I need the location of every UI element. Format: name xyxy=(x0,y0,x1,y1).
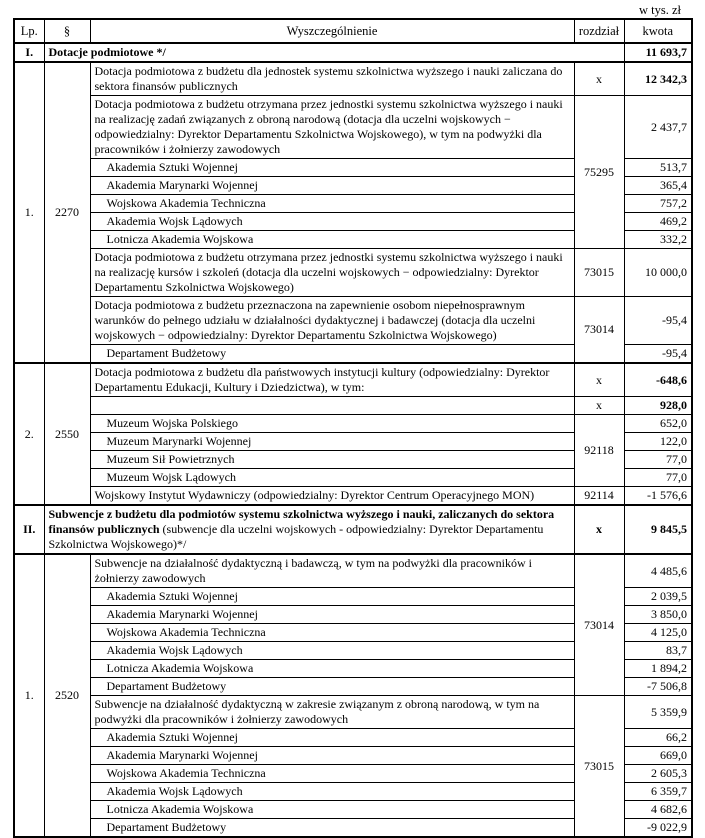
amount-cell: 77,0 xyxy=(624,451,692,469)
description-cell: Departament Budżetowy xyxy=(90,678,574,696)
table-row xyxy=(14,554,692,588)
table-row xyxy=(14,249,692,297)
description-cell: Dotacja podmiotowa z budżetu przeznaczona na zapewnienie osobom niepełnosprawnym warunków do pełnego udziału w działalności dydaktycznej i badawczej (dotacja dla uczelni wojskowych − odpowiedzialny: Dyrektor Departamentu Szkolnictwa Wojskowego) xyxy=(90,297,574,345)
description-cell: Departament Budżetowy xyxy=(90,345,574,364)
section-label-rest: (subwencje dla uczelni wojskowych - odpowiedzialny: Dyrektor Departamentu Szkolnictwa Wojskowego)*/ xyxy=(48,522,544,551)
description-cell: Departament Budżetowy xyxy=(90,819,574,838)
description-cell: Muzeum Wojsk Lądowych xyxy=(90,469,574,487)
table-row xyxy=(14,363,692,397)
description-cell: Subwencje na działalność dydaktyczną w zakresie związanym z obroną narodową, w tym na podwyżki dla pracowników i żołnierzy zawodowych xyxy=(90,696,574,729)
description-cell: Akademia Marynarki Wojennej xyxy=(90,747,574,765)
description-cell: Wojskowa Akademia Techniczna xyxy=(90,195,574,213)
amount-cell: -9 022,9 xyxy=(624,819,692,838)
description-cell: Wojskowa Akademia Techniczna xyxy=(90,624,574,642)
amount-cell: -95,4 xyxy=(624,297,692,345)
amount-cell: 66,2 xyxy=(624,729,692,747)
amount-cell: 513,7 xyxy=(624,159,692,177)
header-chapter: rozdział xyxy=(574,19,624,43)
amount-cell: 6 359,7 xyxy=(624,783,692,801)
paragraph-cell: 2550 xyxy=(44,363,90,505)
chapter-cell: 92114 xyxy=(574,487,624,506)
description-cell: Dotacja podmiotowa z budżetu otrzymana przez jednostki systemu szkolnictwa wyższego i nauki na realizację zadań związanych z obroną narodową (dotacja dla uczelni wojskowych − odpowiedzialny: Dyrektor Departamentu Szkolnictwa Wojskowego), w tym na podwyżki dla pracowników i żołnierzy zawodowych xyxy=(90,96,574,159)
header-amount: kwota xyxy=(624,19,692,43)
amount-cell: 469,2 xyxy=(624,213,692,231)
description-cell: Lotnicza Akademia Wojskowa xyxy=(90,801,574,819)
amount-cell: 2 039,5 xyxy=(624,588,692,606)
description-cell: Akademia Sztuki Wojennej xyxy=(90,588,574,606)
table-row xyxy=(14,487,692,506)
description-cell: Dotacja podmiotowa z budżetu otrzymana przez jednostki systemu szkolnictwa wyższego i nauki na realizację kursów i szkoleń (dotacja dla uczelni wojskowych − odpowiedzialny: Dyrektor Departamentu Szkolnictwa Wojskowego) xyxy=(90,249,574,297)
chapter-cell: 73014 xyxy=(574,554,624,696)
amount-cell: 12 342,3 xyxy=(624,62,692,96)
lp-cell: I. xyxy=(14,43,44,62)
amount-cell: -1 576,6 xyxy=(624,487,692,506)
table-row xyxy=(14,397,692,415)
chapter-cell: x xyxy=(574,62,624,96)
description-cell: Lotnicza Akademia Wojskowa xyxy=(90,231,574,249)
amount-cell: -7 506,8 xyxy=(624,678,692,696)
amount-cell: 5 359,9 xyxy=(624,696,692,729)
description-cell: Subwencje na działalność dydaktyczną i badawczą, w tym na podwyżki dla pracowników i żołnierzy zawodowych xyxy=(90,554,574,588)
header-paragraph: § xyxy=(44,19,90,43)
chapter-cell: x xyxy=(574,505,624,554)
description-cell: Akademia Marynarki Wojennej xyxy=(90,177,574,195)
amount-cell: 10 000,0 xyxy=(624,249,692,297)
description-cell: Akademia Wojsk Lądowych xyxy=(90,783,574,801)
paragraph-cell: 2270 xyxy=(44,62,90,363)
description-cell: Wojskowa Akademia Techniczna xyxy=(90,765,574,783)
amount-cell: 669,0 xyxy=(624,747,692,765)
table-row xyxy=(14,297,692,345)
amount-cell: 757,2 xyxy=(624,195,692,213)
description-cell: Muzeum Sił Powietrznych xyxy=(90,451,574,469)
table-row xyxy=(14,96,692,159)
section-label: Dotacje podmiotowe */ xyxy=(44,43,624,62)
description-cell: Wojskowy Instytut Wydawniczy (odpowiedzialny: Dyrektor Centrum Operacyjnego MON) xyxy=(90,487,574,506)
lp-cell: 2. xyxy=(14,363,44,505)
section-row-ii xyxy=(14,505,692,554)
chapter-cell: 73014 xyxy=(574,297,624,364)
header-description: Wyszczególnienie xyxy=(90,19,574,43)
description-cell: Muzeum Wojska Polskiego xyxy=(90,415,574,433)
lp-cell: 1. xyxy=(14,62,44,363)
description-cell: Akademia Wojsk Lądowych xyxy=(90,213,574,231)
section-label xyxy=(44,505,574,554)
paragraph-cell: 2520 xyxy=(44,554,90,837)
description-cell: Dotacja podmiotowa z budżetu dla państwowych instytucji kultury (odpowiedzialny: Dyrektor Departamentu Edukacji, Kultury i Dziedzictwa), w tym: xyxy=(90,363,574,397)
amount-cell: 3 850,0 xyxy=(624,606,692,624)
description-cell: Akademia Wojsk Lądowych xyxy=(90,642,574,660)
amount-cell: 4 485,6 xyxy=(624,554,692,588)
amount-cell: 11 693,7 xyxy=(624,43,692,62)
amount-cell: 4 125,0 xyxy=(624,624,692,642)
amount-cell: 332,2 xyxy=(624,231,692,249)
description-cell: Lotnicza Akademia Wojskowa xyxy=(90,660,574,678)
table-row xyxy=(14,62,692,96)
amount-cell: 652,0 xyxy=(624,415,692,433)
description-cell: Akademia Sztuki Wojennej xyxy=(90,729,574,747)
description-cell: Akademia Marynarki Wojennej xyxy=(90,606,574,624)
amount-cell: 1 894,2 xyxy=(624,660,692,678)
description-cell: Dotacja podmiotowa z budżetu dla jednostek systemu szkolnictwa wyższego i nauki zaliczana do sektora finansów publicznych xyxy=(90,62,574,96)
lp-cell: II. xyxy=(14,505,44,554)
chapter-cell: x xyxy=(574,363,624,397)
table-row xyxy=(14,415,692,433)
amount-cell: -95,4 xyxy=(624,345,692,364)
section-row-i xyxy=(14,43,692,62)
chapter-cell: x xyxy=(574,397,624,415)
amount-cell: 9 845,5 xyxy=(624,505,692,554)
amount-cell: 4 682,6 xyxy=(624,801,692,819)
unit-note: w tys. zł xyxy=(638,3,681,17)
amount-cell: 77,0 xyxy=(624,469,692,487)
table-header-row xyxy=(14,19,692,43)
description-cell: Muzeum Marynarki Wojennej xyxy=(90,433,574,451)
chapter-cell: 73015 xyxy=(574,249,624,297)
table-row xyxy=(14,696,692,729)
amount-cell: 365,4 xyxy=(624,177,692,195)
amount-cell: 122,0 xyxy=(624,433,692,451)
chapter-cell: 75295 xyxy=(574,96,624,249)
chapter-cell: 92118 xyxy=(574,415,624,487)
budget-table xyxy=(13,18,693,838)
lp-cell: 1. xyxy=(14,554,44,837)
description-cell: Akademia Sztuki Wojennej xyxy=(90,159,574,177)
description-cell xyxy=(90,397,574,415)
amount-cell: -648,6 xyxy=(624,363,692,397)
amount-cell: 2 605,3 xyxy=(624,765,692,783)
section-label-bold: Subwencje z budżetu dla podmiotów systemu szkolnictwa wyższego i nauki, zaliczanych do sektora finansów publicznych xyxy=(48,507,555,536)
amount-cell: 2 437,7 xyxy=(624,96,692,159)
amount-cell: 83,7 xyxy=(624,642,692,660)
header-lp: Lp. xyxy=(14,19,44,43)
chapter-cell: 73015 xyxy=(574,696,624,838)
amount-cell: 928,0 xyxy=(624,397,692,415)
